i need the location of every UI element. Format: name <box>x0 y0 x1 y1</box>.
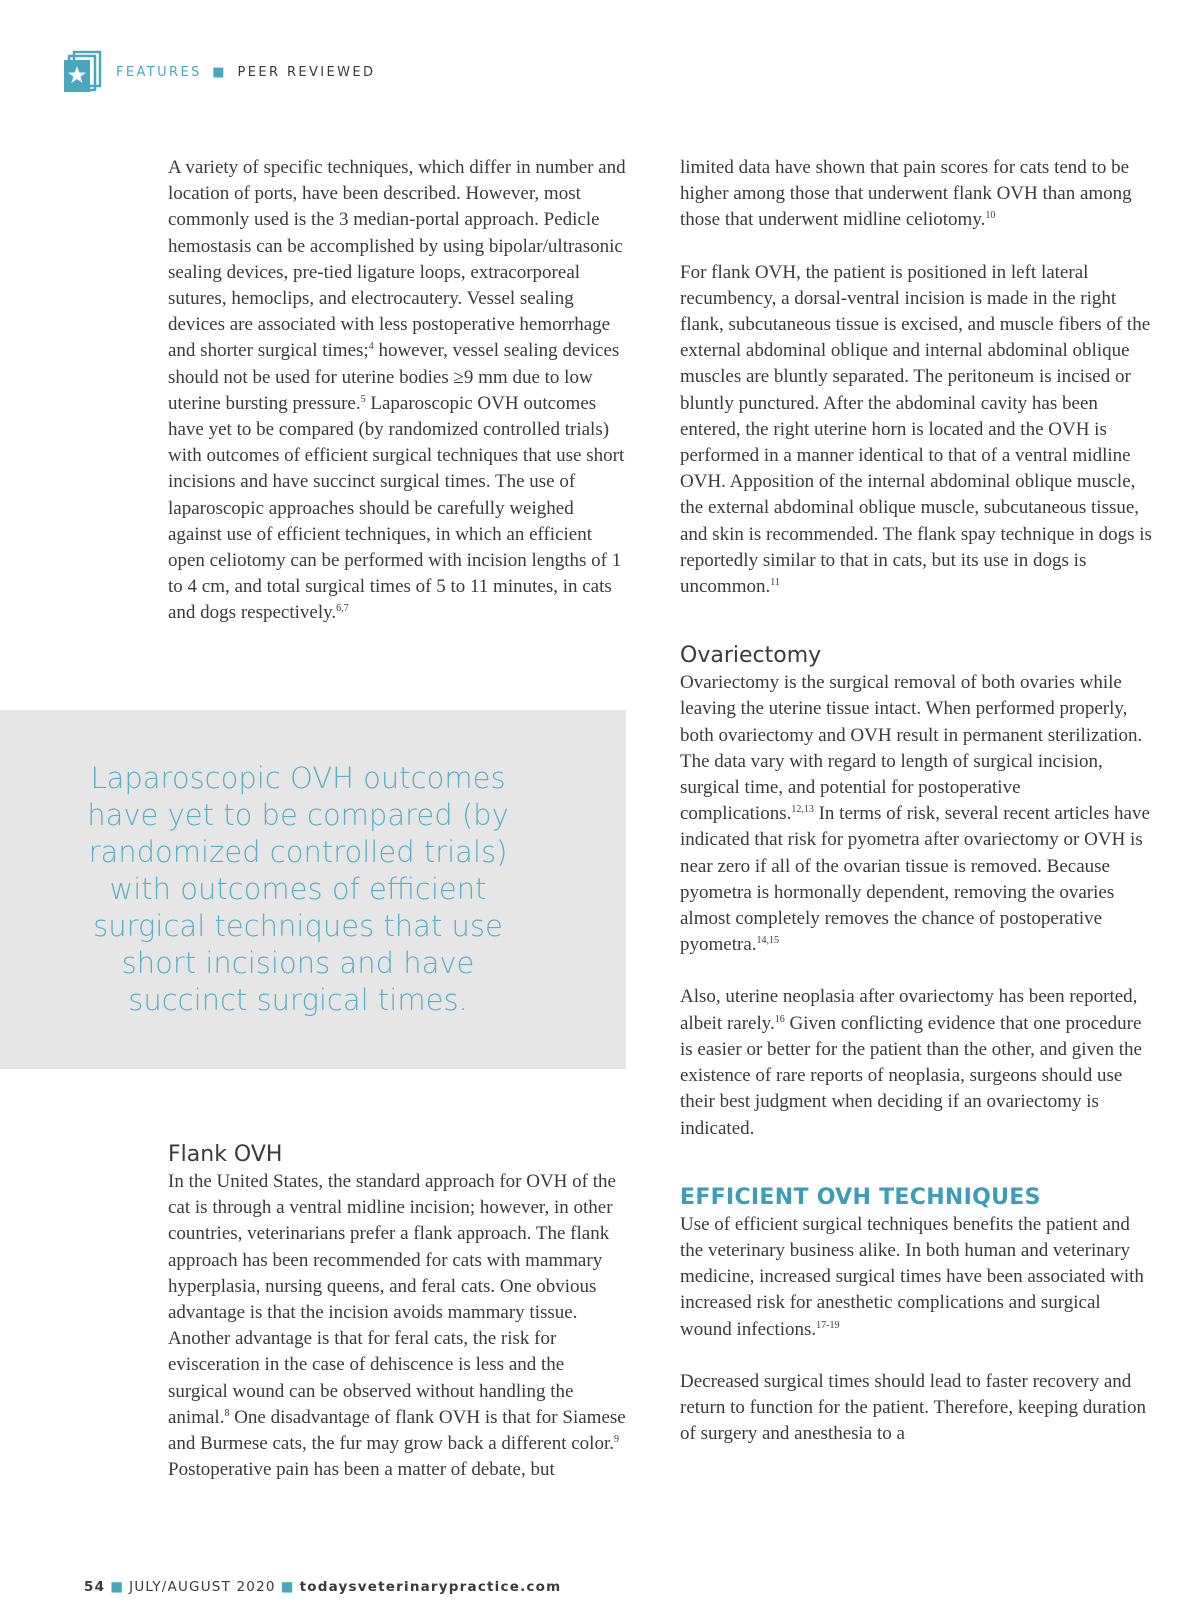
section-separator: ■ <box>212 64 227 80</box>
pull-quote-box <box>0 710 626 1069</box>
citation: 14,15 <box>756 935 780 947</box>
citation: 10 <box>985 210 996 222</box>
page-footer <box>84 1579 561 1595</box>
citation: 12,13 <box>791 804 814 816</box>
body-paragraph: In the United States, the standard approach for OVH of the cat is through a ventral midline incision; however, in other countries, veterinarians prefer a flank approach. The flank approach has been recommended for cats with mammary hyperplasia, nursing queens, and feral cats. One obvious advantage is that the incision avoids mammary tissue. Another advantage is that for feral cats, the risk for evisceration in the case of dehiscence is less and the surgical wound can be observed without handling the animal.$^8$ One disadvantage of flank OVH is that for Siamese and Burmese cats, the fur may grow back a different color.$^9$ Postoperative pain has been a matter of debate, but <box>168 1171 626 1481</box>
citation: 8 <box>224 1407 230 1419</box>
website-link[interactable]: todaysveterinarypractice.com <box>299 1579 562 1595</box>
body-paragraph: Ovariectomy is the surgical removal of both ovaries while leaving the uterine tissue intact. When performed properly, both ovariectomy and OVH result in permanent sterilization. The data vary with regard to length of surgical incision, surgical time, and potential for postoperative complications.$^{12,13}$ In terms of risk, several recent articles have indicated that risk for pyometra after ovariectomy or OVH is near zero if all of the ovarian tissue is removed. Because pyometra is hormonally dependent, removing the ovaries almost completely removes the chance of postoperative pyometra.$^{14,15}$ <box>680 672 1150 956</box>
citation: 6,7 <box>336 603 349 615</box>
page-number: 54 <box>84 1579 106 1595</box>
body-paragraph: Use of efficient surgical techniques benefits the patient and the veterinary business alike. In both human and veterinary medicine, increased surgical times have been associated with increased risk for anesthetic complications and surgical wound infections.$^{17-19}$ <box>680 1213 1144 1340</box>
footer-separator: ■ <box>280 1579 295 1595</box>
efficient-ovh-heading: EFFICIENT OVH TECHNIQUES <box>680 1184 1041 1210</box>
section-name: FEATURES <box>116 64 202 80</box>
citation: 11 <box>770 577 780 589</box>
flank-ovh-heading: Flank OVH <box>168 1142 283 1167</box>
citation: 16 <box>774 1013 785 1025</box>
citation: 9 <box>614 1434 619 1446</box>
ovariectomy-heading: Ovariectomy <box>680 643 822 669</box>
citation: 4 <box>368 341 374 353</box>
book-star-icon <box>62 50 104 94</box>
right-column <box>680 155 1155 1473</box>
body-paragraph: Also, uterine neoplasia after ovariectomy has been reported, albeit rarely.$^{16}$ Given conflicting evidence that one procedure is easier or better for the patient than the other, and given the existence of rare reports of neoplasia, surgeons should use their best judgment when deciding if an ovariectomy is indicated. <box>680 986 1142 1139</box>
citation: 17-19 <box>816 1319 840 1331</box>
citation: 5 <box>360 393 366 405</box>
issue-date: JULY/AUGUST 2020 <box>129 1579 276 1595</box>
page-header <box>62 50 375 94</box>
footer-separator: ■ <box>110 1579 125 1595</box>
body-paragraph: Decreased surgical times should lead to faster recovery and return to function for the patient. Therefore, keeping duration of surgery and anesthesia to a <box>680 1370 1147 1445</box>
body-paragraph: For flank OVH, the patient is positioned in left lateral recumbency, a dorsal-ventral incision is made in the right flank, subcutaneous tissue is excised, and muscle fibers of the external abdominal oblique and internal abdominal oblique muscles are bluntly separated. The peritoneum is incised or bluntly punctured. After the abdominal cavity has been entered, the right uterine horn is located and the OVH is performed in a manner identical to that of a ventral midline OVH. Apposition of the internal abdominal oblique muscle, the external abdominal oblique muscle, subcutaneous tissue, and skin is recommended. The flank spay technique in dogs is reportedly similar to that in cats, but its use in dogs is uncommon.$^{11}$ <box>680 261 1152 598</box>
left-column-top <box>168 155 628 653</box>
subsection-name: PEER REVIEWED <box>237 64 376 80</box>
section-label <box>116 65 375 80</box>
pull-quote-text: Laparoscopic OVH outcomes have yet to be compared (by randomized controlled trials) with outcomes of efficient surgical techniques that use short incisions and have succinct surgical times. <box>87 761 509 1017</box>
left-column-bottom <box>168 1141 628 1509</box>
body-paragraph: A variety of specific techniques, which differ in number and location of ports, have been described. However, most commonly used is the 3 median-portal approach. Pedicle hemostasis can be accomplished by using bipolar/ultrasonic sealing devices, pre-tied ligature loops, extracorporeal sutures, hemoclips, and electrocautery. Vessel sealing devices are associated with less postoperative hemorrhage and shorter surgical times;$^4$ however, vessel sealing devices should not be used for uterine bodies ≥9 mm due to low uterine bursting pressure.$^5$ Laparoscopic OVH outcomes have yet to be compared (by randomized controlled trials) with outcomes of efficient surgical techniques that use short incisions and have succinct surgical times. The use of laparoscopic approaches should be carefully weighed against use of efficient techniques, in which an efficient open celiotomy can be performed with incision lengths of 1 to 4 cm, and total surgical times of 5 to 11 minutes, in cats and dogs respectively.$^{6,7}$ <box>168 157 626 624</box>
body-paragraph: limited data have shown that pain scores for cats tend to be higher among those that underwent flank OVH than among those that underwent midline celiotomy.$^{10}$ <box>680 157 1132 231</box>
